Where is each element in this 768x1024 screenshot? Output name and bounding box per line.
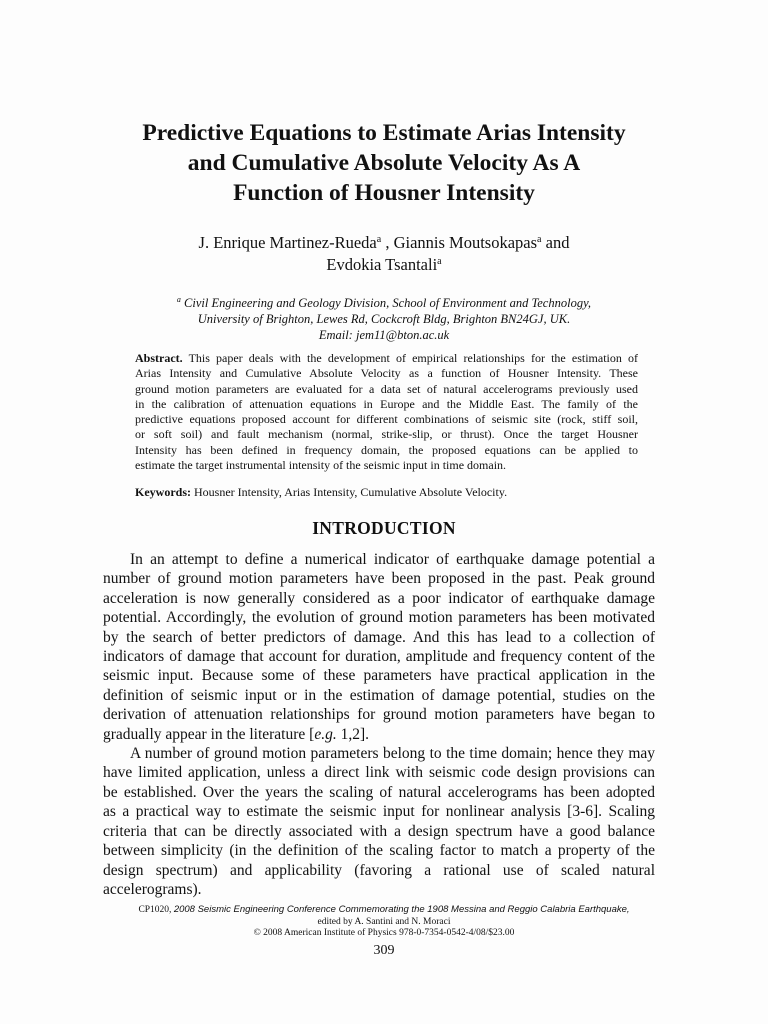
affiliation-line: University of Brighton, Lewes Rd, Cockcroft Bldg, Brighton BN24GJ, UK. [197, 312, 571, 326]
affiliation-email: Email: jem11@bton.ac.uk [318, 328, 450, 342]
abstract-line [135, 351, 638, 366]
footer-copyright: © 2008 American Institute of Physics 978-0-7354-0542-4/08/$23.00 [253, 928, 515, 938]
author-conjunction: and [541, 233, 570, 252]
body-text-run: gradually appear in the literature [ [103, 725, 315, 743]
abstract-line: predictive equations proposed account for different combinations of seismic site (rock, stiff soil, [135, 412, 638, 427]
body-line: derivation of attenuation relationships for ground motion parameters have began to [103, 706, 655, 724]
abstract-label: Abstract. [135, 351, 183, 365]
affiliation-mark: a [376, 234, 382, 245]
body-line: be established. Over the years the scaling of natural accelerograms has been adopted [103, 783, 655, 801]
body-line: criteria that can be directly associated with a design spectrum have a good balance [103, 822, 655, 840]
title-line: Predictive Equations to Estimate Arias Intensity [142, 120, 626, 146]
footer-line: edited by A. Santini and N. Moraci [317, 916, 451, 927]
body-text-italic: e.g. [314, 725, 337, 743]
abstract-line: Arias Intensity and Cumulative Absolute Velocity as a function of Housner Intensity. These [135, 366, 638, 381]
body-line: by the search of better predictors of damage. And this has lead to a collection of [103, 628, 655, 646]
footer-text: CP1020, [138, 905, 174, 915]
body-line: In an attempt to define a numerical indicator of earthquake damage potential a [130, 551, 655, 568]
body-text [103, 550, 655, 899]
abstract-line: or soft soil) and fault mechanism (normal, strike-slip, or thrust). Once the target Housner [135, 427, 638, 442]
section-heading: INTRODUCTION [312, 518, 456, 538]
body-line [103, 725, 655, 744]
author-line [120, 254, 648, 276]
body-line: design spectrum) and applicability (favoring a rational use of scaled natural [103, 861, 655, 879]
abstract-line: in the calibration of attenuation equations in Europe and the Middle East. The family of the [135, 396, 638, 411]
footer-conference: 2008 Seismic Engineering Conference Commemorating the 1908 Messina and Reggio Calabria Earthquake, [173, 904, 630, 915]
paper-title [90, 118, 678, 208]
body-line: number of ground motion parameters have been proposed in the past. Peak ground [103, 570, 655, 588]
author-line [120, 232, 648, 254]
affiliation-mark: a [437, 256, 442, 267]
body-line: seismic input. Because some of these parameters have practical application in the [103, 667, 655, 685]
body-line: acceleration is now generally considered as a poor indicator of earthquake damage [103, 589, 655, 607]
author-list [120, 232, 648, 276]
keywords-label: Keywords: [135, 485, 191, 499]
affiliation [120, 295, 648, 343]
publication-footer [90, 904, 678, 940]
body-line: potential. Accordingly, the evolution of ground motion parameters has been motivated [103, 609, 655, 627]
abstract-line: ground motion parameters are evaluated for a data set of natural accelerograms previously used [135, 381, 638, 396]
keywords-text: Housner Intensity, Arias Intensity, Cumulative Absolute Velocity. [191, 485, 508, 499]
body-text-run: 1,2]. [336, 725, 369, 743]
body-line: A number of ground motion parameters belong to the time domain; hence they may [130, 745, 655, 763]
affiliation-line [120, 295, 648, 311]
author-name: , Giannis Moutsokapas [381, 233, 538, 252]
title-line: and Cumulative Absolute Velocity As A [187, 150, 581, 176]
body-line: indicators of damage that account for duration, amplitude and frequency content of the [103, 648, 655, 666]
title-line: Function of Housner Intensity [233, 180, 535, 206]
author-name: J. Enrique Martinez-Rueda [198, 233, 377, 252]
body-line: between simplicity (in the definition of the scaling factor to match a property of the [103, 842, 655, 860]
body-line: definition of seismic input or in the estimation of damage potential, studies on the [103, 686, 655, 704]
body-line: have limited application, unless a direct link with seismic code design provisions can [103, 764, 655, 782]
footer-line [90, 904, 678, 917]
abstract-line: Intensity has been defined in frequency domain, the proposed equations can be applied to [135, 442, 638, 457]
affiliation-mark: a [176, 295, 181, 304]
page-number: 309 [373, 943, 395, 958]
affiliation-mark: a [537, 234, 542, 245]
abstract [135, 351, 638, 473]
abstract-text: This paper deals with the development of empirical relationships for the estimation of [182, 351, 638, 365]
affiliation-text: Civil Engineering and Geology Division, School of Environment and Technology, [180, 296, 592, 310]
body-line: accelerograms). [103, 880, 202, 898]
keywords [135, 485, 638, 500]
author-name: Evdokia Tsantali [326, 255, 438, 274]
abstract-line: estimate the target instrumental intensity of the seismic input in time domain. [135, 458, 507, 473]
body-line: as a practical way to estimate the seismic input for nonlinear analysis [3-6]. Scaling [103, 803, 655, 821]
